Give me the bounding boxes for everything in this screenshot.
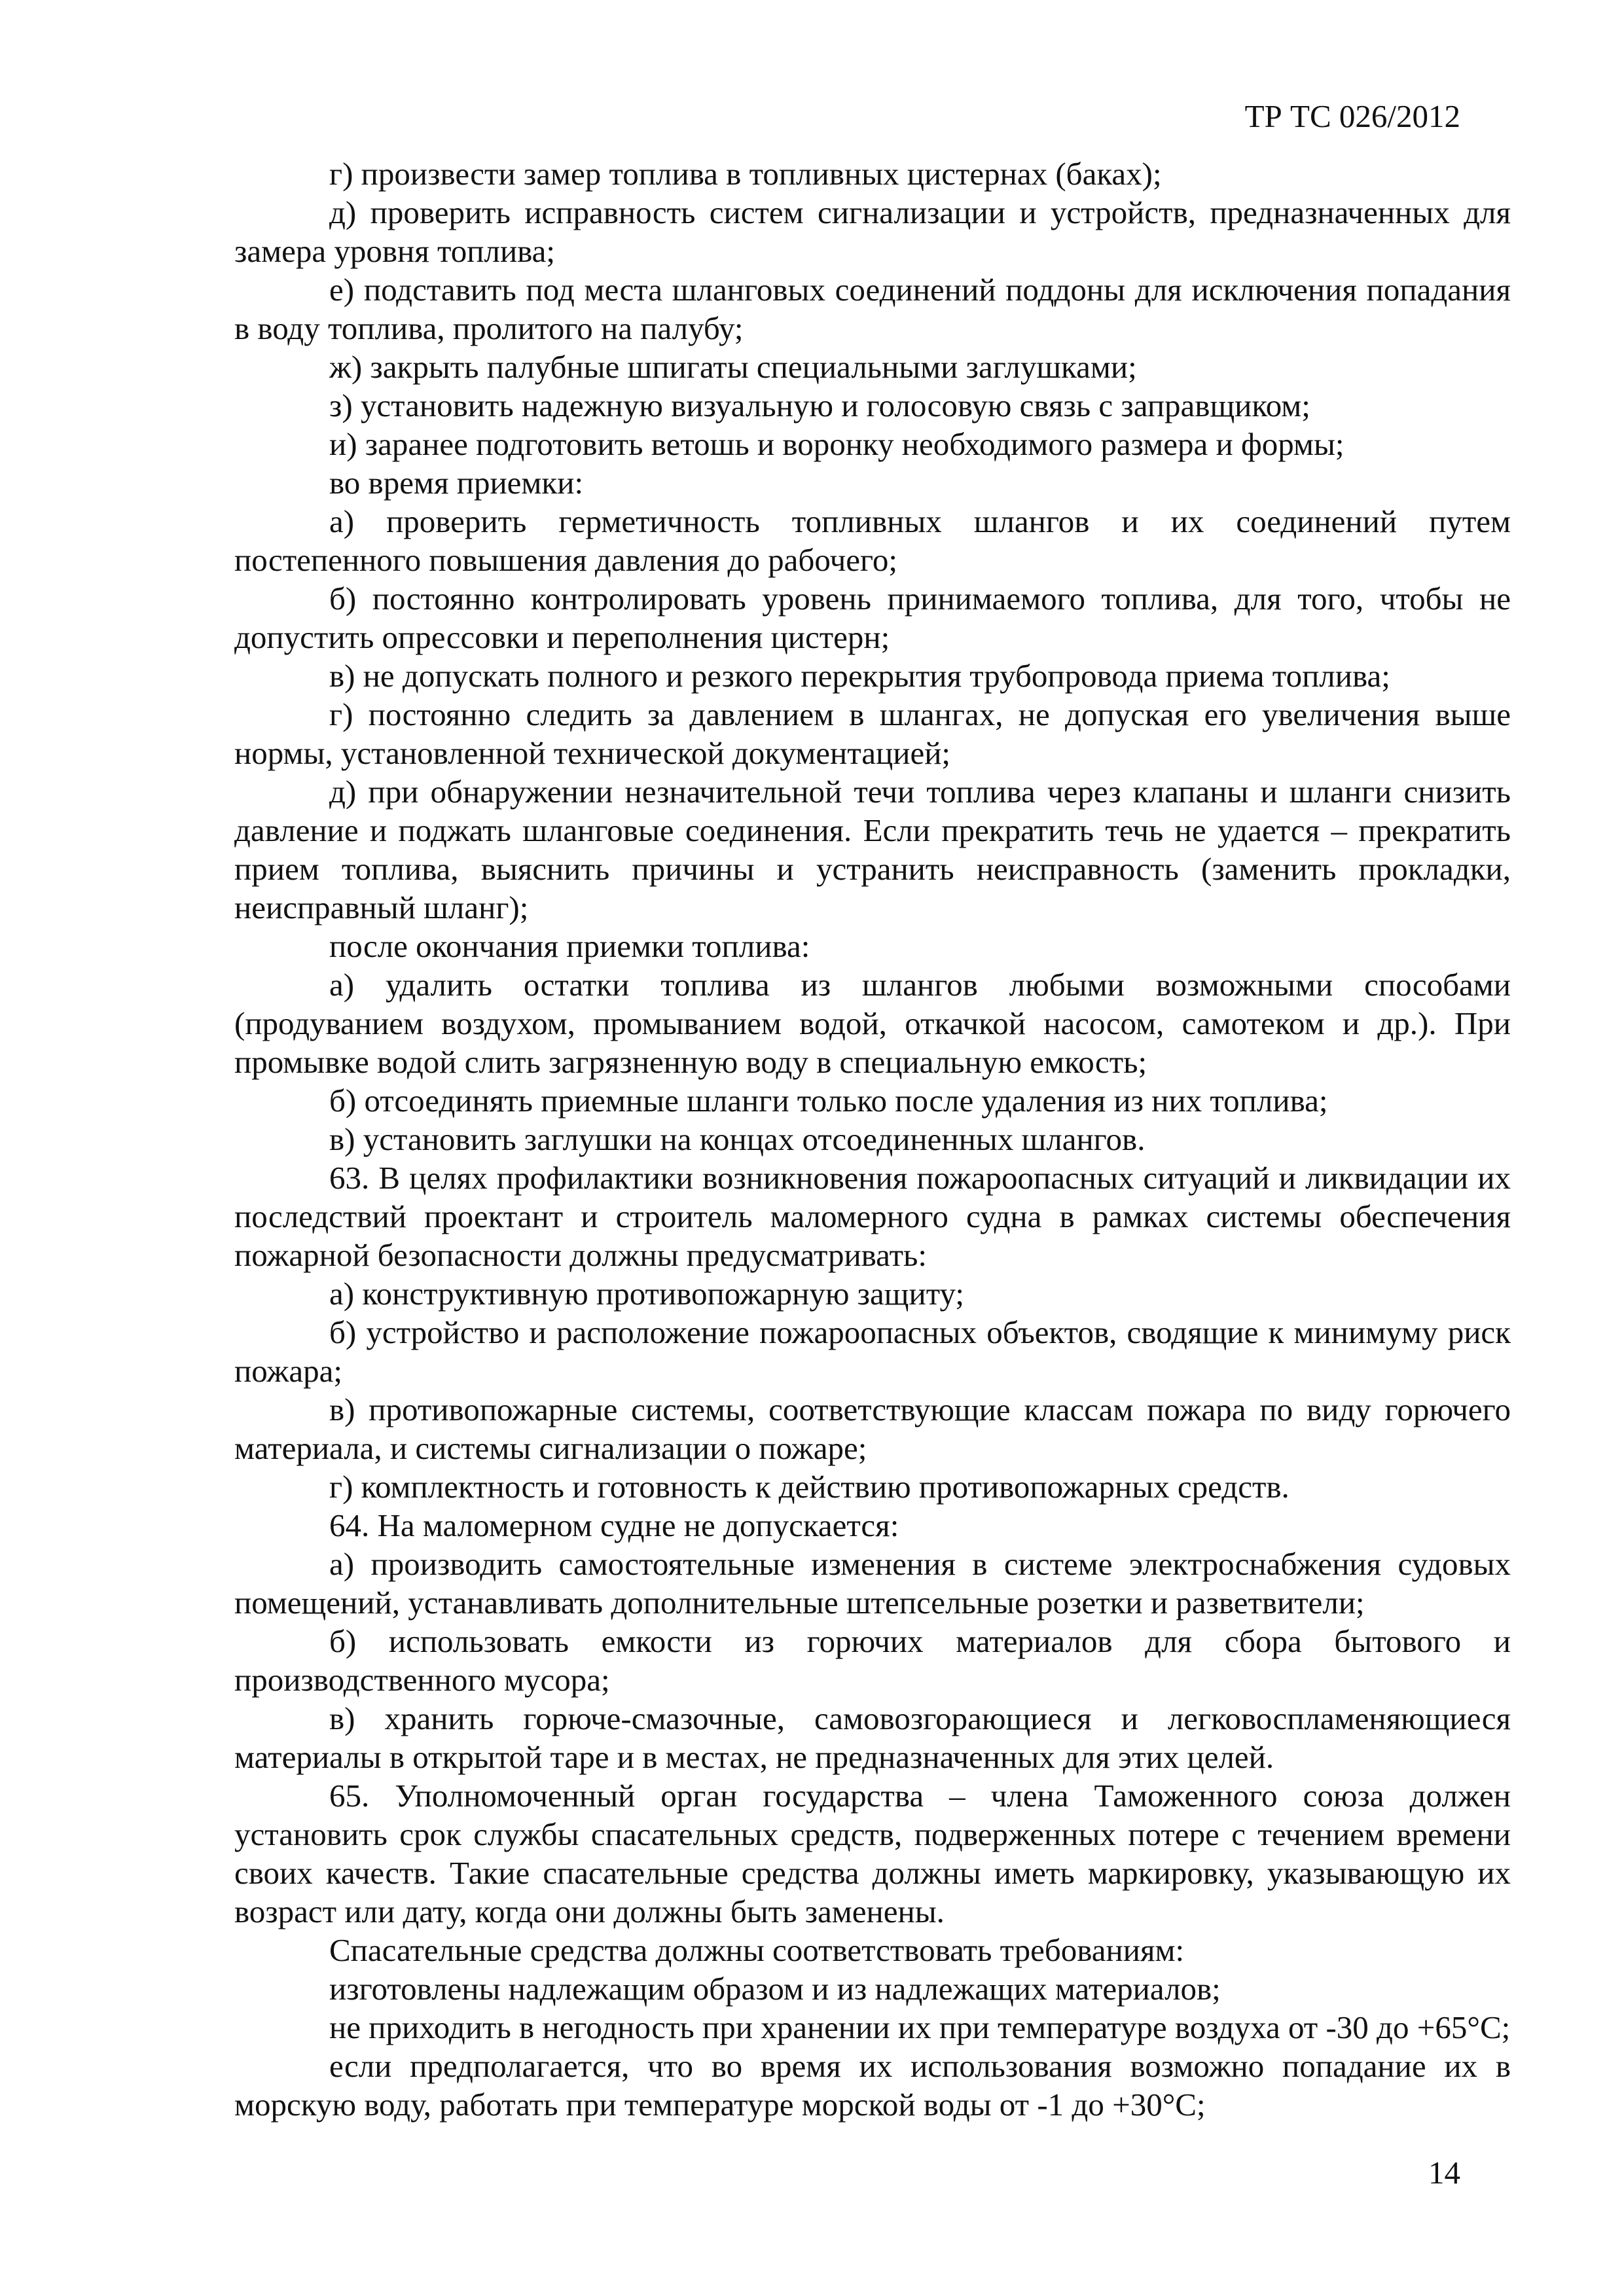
paragraph: а) удалить остатки топлива из шлангов любыми возможными способами (продуванием воздухом, промыванием водой, откачкой насосом, самотеком и др.). При промывке водой слить загрязненную воду в специальную емкость; <box>234 967 1511 1080</box>
paragraph: если предполагается, что во время их использования возможно попадание их в морскую воду, работать при температуре морской воды от -1 до +30°С; <box>234 2048 1511 2123</box>
paragraph: не приходить в негодность при хранении их при температуре воздуха от -30 до +65°С; <box>329 2009 1511 2045</box>
paragraph: г) постоянно следить за давлением в шлангах, не допуская его увеличения выше нормы, установленной технической документацией; <box>234 696 1511 771</box>
paragraph: е) подставить под места шланговых соединений поддоны для исключения попадания в воду топлива, пролитого на палубу; <box>234 272 1511 346</box>
paragraph: в) не допускать полного и резкого перекрытия трубопровода приема топлива; <box>329 658 1390 694</box>
paragraph: во время приемки: <box>329 465 584 501</box>
paragraph: ж) закрыть палубные шпигаты специальными заглушками; <box>329 349 1137 385</box>
paragraph: и) заранее подготовить ветошь и воронку необходимого размера и формы; <box>329 426 1344 462</box>
paragraph: 65. Уполномоченный орган государства – члена Таможенного союза должен установить срок службы спасательных средств, подверженных потере с течением времени своих качеств. Такие спасательные средства должны иметь маркировку, указывающую их возраст или дату, когда они должны быть заменены. <box>234 1778 1511 1929</box>
page-number: 14 <box>1428 2155 1460 2191</box>
paragraph: б) использовать емкости из горючих материалов для сбора бытового и производственного мусора; <box>234 1623 1511 1698</box>
paragraph: в) установить заглушки на концах отсоединенных шлангов. <box>329 1121 1146 1157</box>
paragraph: в) хранить горюче-смазочные, самовозгорающиеся и легковоспламеняющиеся материалы в открытой таре и в местах, не предназначенных для этих целей. <box>234 1700 1511 1775</box>
paragraph: б) устройство и расположение пожароопасных объектов, сводящие к минимуму риск пожара; <box>234 1314 1511 1389</box>
paragraph: в) противопожарные системы, соответствующие классам пожара по виду горючего материала, и системы сигнализации о пожаре; <box>234 1391 1511 1466</box>
paragraph: изготовлены надлежащим образом и из надлежащих материалов; <box>329 1971 1221 2007</box>
paragraph: а) конструктивную противопожарную защиту; <box>329 1276 964 1312</box>
paragraph: з) установить надежную визуальную и голосовую связь с заправщиком; <box>329 387 1310 423</box>
paragraph: Спасательные средства должны соответствовать требованиям: <box>329 1932 1185 1968</box>
document-code-header: ТР ТС 026/2012 <box>1244 98 1460 134</box>
paragraph: д) проверить исправность систем сигнализации и устройств, предназначенных для замера уровня топлива; <box>234 194 1511 269</box>
paragraph: б) отсоединять приемные шланги только после удаления из них топлива; <box>329 1083 1328 1119</box>
paragraph: после окончания приемки топлива: <box>329 928 810 964</box>
paragraph: б) постоянно контролировать уровень принимаемого топлива, для того, чтобы не допустить опрессовки и переполнения цистерн; <box>234 581 1511 655</box>
paragraph: 64. На маломерном судне не допускается: <box>329 1507 899 1543</box>
paragraph: а) проверить герметичность топливных шлангов и их соединений путем постепенного повышения давления до рабочего; <box>234 503 1511 578</box>
paragraph: а) производить самостоятельные изменения в системе электроснабжения судовых помещений, устанавливать дополнительные штепсельные розетки и разветвители; <box>234 1546 1511 1621</box>
paragraph: 63. В целях профилактики возникновения пожароопасных ситуаций и ликвидации их последствий проектант и строитель маломерного судна в рамках системы обеспечения пожарной безопасности должны предусматривать: <box>234 1160 1511 1273</box>
page-body <box>234 154 1511 2124</box>
paragraph: д) при обнаружении незначительной течи топлива через клапаны и шланги снизить давление и поджать шланговые соединения. Если прекратить течь не удается – прекратить прием топлива, выяснить причины и устранить неисправность (заменить прокладки, неисправный шланг); <box>234 774 1511 925</box>
paragraph: г) комплектность и готовность к действию противопожарных средств. <box>329 1469 1290 1505</box>
paragraph: г) произвести замер топлива в топливных цистернах (баках); <box>329 156 1162 192</box>
